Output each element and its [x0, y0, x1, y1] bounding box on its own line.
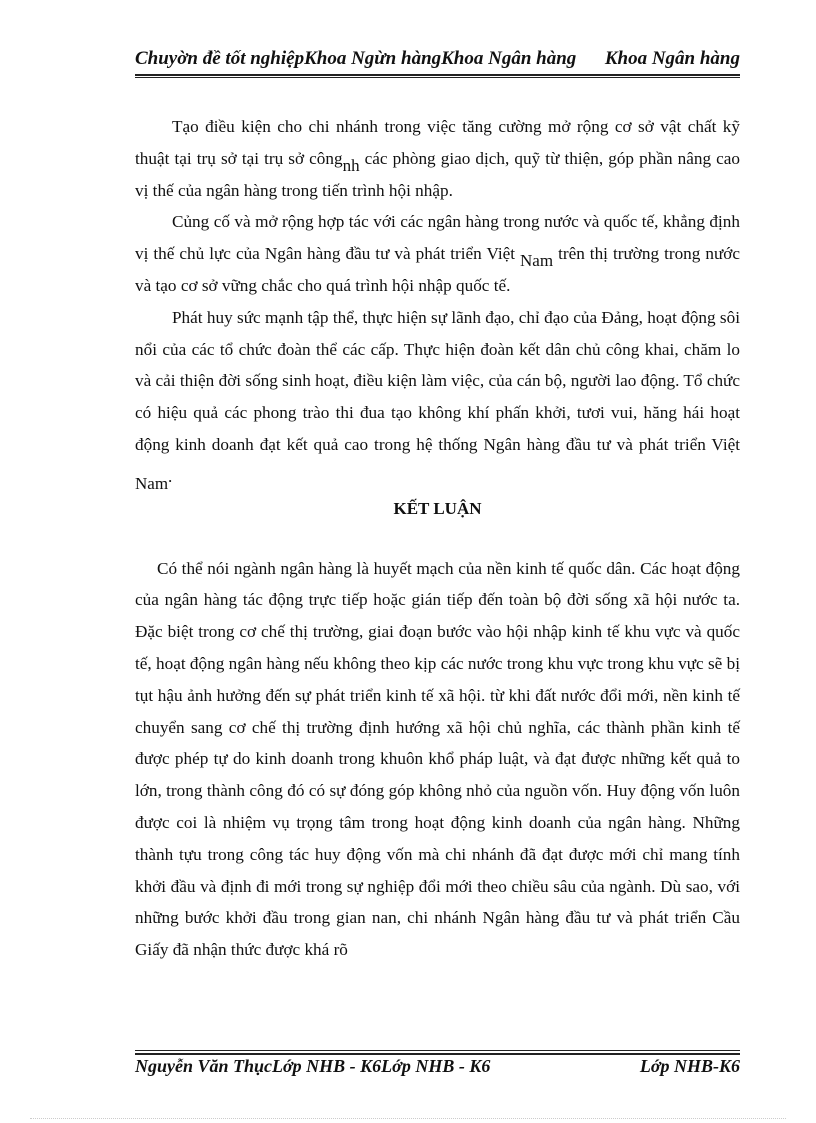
page-edge-dots	[30, 1118, 786, 1119]
paragraph-1-text-a: Tạo điều kiện cho chi nhánh trong việc tăng cường mở rộng cơ sở vật chất kỹ thuật tại trụ sở tại trụ sở công	[135, 117, 740, 168]
page-footer	[135, 1056, 740, 1080]
paragraph-2-text-a: Củng cố và mở rộng hợp tác với các ngân hàng trong nước và quốc tế, khẳng định vị thế chủ lực của Ngân hàng đầu tư và phát triển Việt	[135, 212, 740, 264]
document-body	[135, 111, 740, 966]
paragraph-2-subscript: Nam	[520, 251, 554, 271]
conclusion-heading: KẾT LUẬN	[393, 498, 482, 518]
paragraph-3-text-b: .	[168, 466, 173, 486]
header-left-text: Chuyờn đề tốt nghiệpKhoa Ngừn hàngKhoa Ngân hàng	[135, 48, 577, 69]
footer-right-text: Lớp NHB-K6	[639, 1056, 740, 1076]
paragraph-1	[135, 111, 740, 206]
paragraph-1-subscript: nh	[342, 155, 360, 175]
footer-rule-thin	[135, 1050, 740, 1051]
page-header	[135, 48, 740, 74]
footer-left-text: Nguyễn Văn ThụcLớp NHB - K6Lớp NHB - K6	[135, 1056, 491, 1076]
header-rule-thin	[135, 77, 740, 78]
paragraph-3-text-a: Phát huy sức mạnh tập thể, thực hiện sự lãnh đạo, chỉ đạo của Đảng, hoạt động sôi nổi của các tổ chức đoàn thể các cấp. Thực hiện đoàn kết dân chủ công khai, chăm lo và cải thiện đời sống sinh hoạt, điều kiện làm việc, của cán bộ, người lao động. Tổ chức có hiệu quả các phong trào thi đua tạo không khí phấn khởi, tươi vui, hăng hái hoạt động kinh doanh đạt kết quả cao trong hệ thống Ngân hàng đầu tư và phát triển Việt	[135, 307, 740, 454]
paragraph-3-subscript: Nam	[135, 473, 169, 493]
footer-rule	[135, 1053, 740, 1055]
paragraph-2	[135, 206, 740, 301]
header-rule	[135, 74, 740, 76]
paragraph-1-text-b: các phòng giao dịch, quỹ từ thiện, góp phần nâng cao vị thế của ngân hàng trong tiến trình hội nhập.	[135, 148, 740, 200]
conclusion-section	[135, 553, 740, 966]
paragraph-3	[135, 302, 740, 493]
header-right-text: Khoa Ngân hàng	[604, 48, 740, 69]
conclusion-paragraph: Có thể nói ngành ngân hàng là huyết mạch của nền kinh tế quốc dân. Các hoạt động của ngân hàng tác động trực tiếp hoặc gián tiếp đến toàn bộ đời sống xã hội nước ta. Đặc biệt trong cơ chế thị trường, giai đoạn bước vào hội nhập kinh tế khu vực và quốc tế, hoạt động ngân hàng nếu không theo kịp các nước trong khu vực trong khu vực sẽ bị tụt hậu ảnh hưởng đến sự phát triển kinh tế xã hội. từ khi đất nước đổi mới, nền kinh tế chuyển sang cơ chế thị trường định hướng xã hội chủ nghĩa, các thành phần kinh tế được phép tự do kinh doanh trong khuôn khổ pháp luật, và đạt được những kết quả to lớn, trong thành công đó có sự đóng góp không nhỏ của nguồn vốn. Huy động vốn luôn được coi là nhiệm vụ trọng tâm trong hoạt động kinh doanh của ngân hàng. Những thành tựu trong công tác huy động vốn mà chi nhánh đã đạt được mới chỉ mang tính khởi đầu và định đi mới trong sự nghiệp đổi mới theo chiều sâu của ngành. Dù sao, với những bước khởi đầu trong gian nan, chi nhánh Ngân hàng đầu tư và phát triển Cầu Giấy đã nhận thức được khá rõ	[135, 558, 740, 960]
paragraph-2-text-b: trên thị trường trong nước và tạo cơ sở vững chắc cho quá trình hội nhập quốc tế.	[135, 244, 740, 295]
